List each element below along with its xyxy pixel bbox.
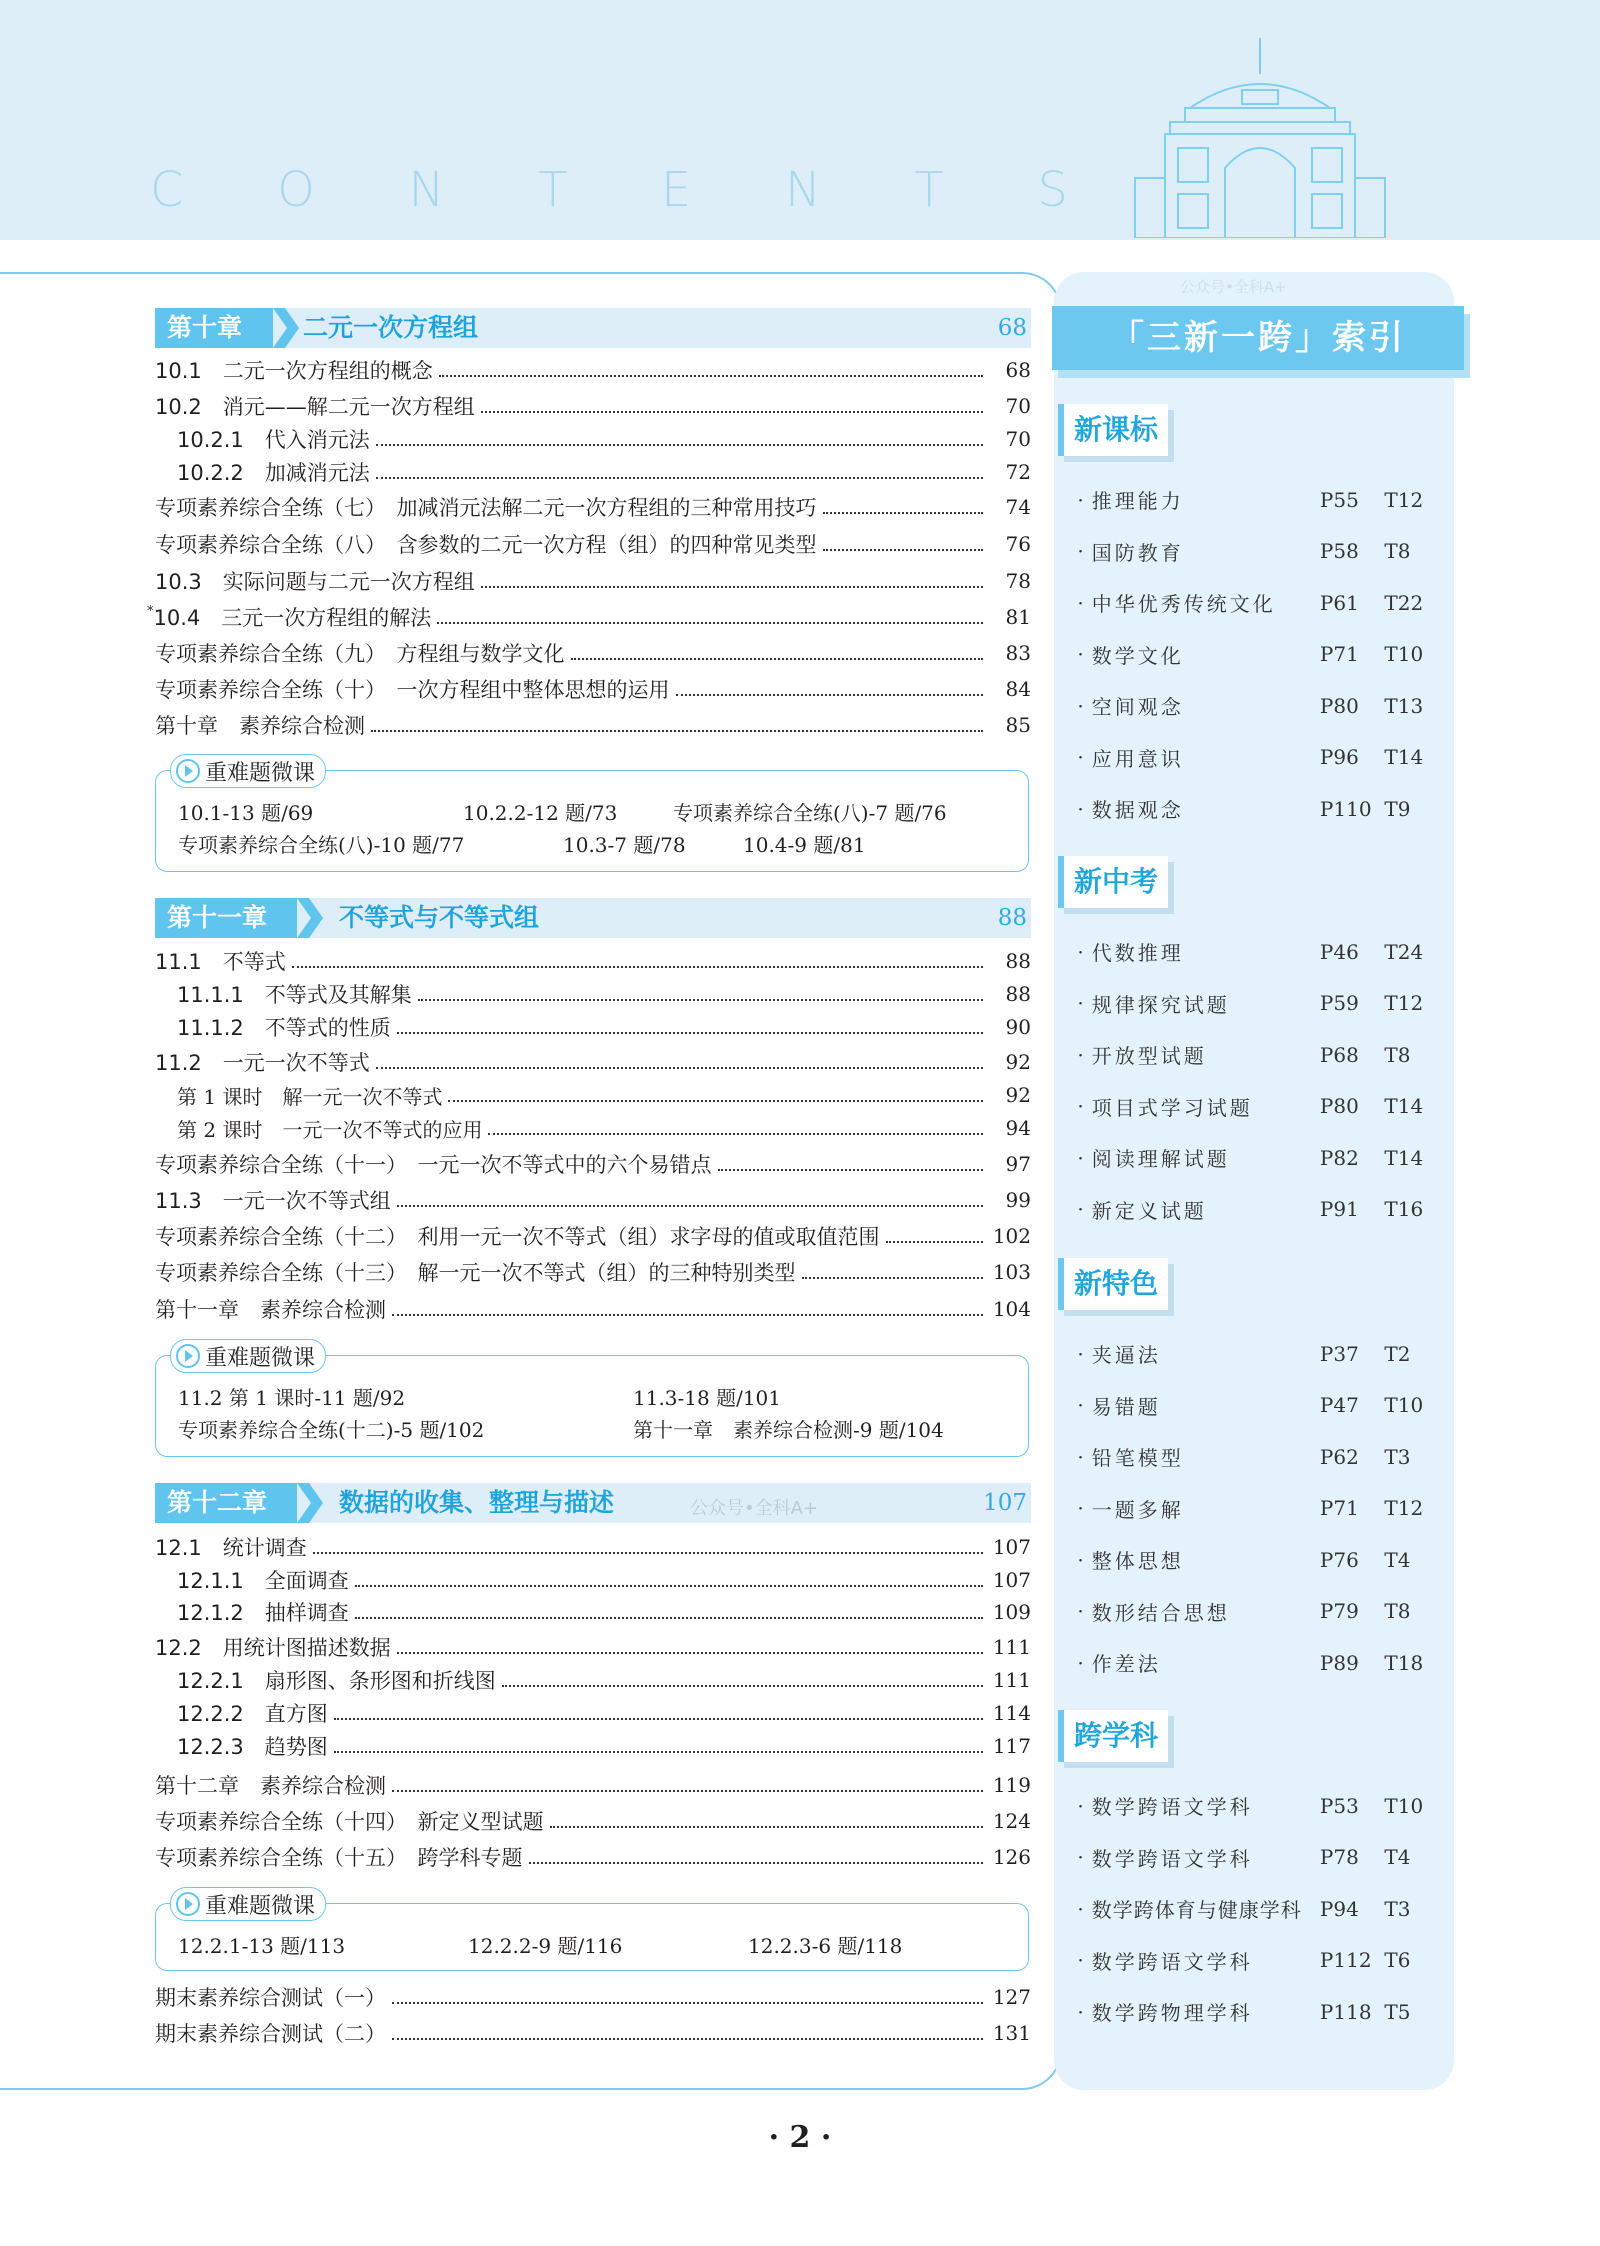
index-item[interactable]: · 夹逼法 P37 T2	[1077, 1341, 1411, 1368]
entry-title: 期末素养综合测试（二）	[155, 2022, 386, 2046]
sidebar-section-new-feature	[1054, 1258, 1434, 1689]
entry-page: 68	[1005, 358, 1031, 382]
index-item[interactable]: · 中华优秀传统文化 P61 T22	[1077, 590, 1424, 617]
index-item[interactable]: · 应用意识 P96 T14	[1077, 745, 1424, 771]
toc-entry[interactable]	[155, 977, 1031, 1011]
entry-title: 专项素养综合全练（十二） 利用一元一次不等式（组）求字母的值或取值范围	[155, 1225, 880, 1249]
entry-page: 94	[1005, 1116, 1031, 1140]
lesson-ref[interactable]: 11.2 第 1 课时-11 题/92	[178, 1386, 406, 1410]
entry-title: 11.3 一元一次不等式组	[155, 1189, 391, 1213]
entry-page: 126	[992, 1845, 1031, 1869]
page-number: · 2 ·	[768, 2120, 832, 2155]
toc-entry[interactable]	[155, 1980, 1031, 2014]
toc-entry[interactable]	[155, 1219, 1031, 1253]
entry-title: 12.2 用统计图描述数据	[155, 1636, 391, 1660]
index-item[interactable]: · 易错题 P47 T10	[1077, 1393, 1424, 1419]
toc-entry[interactable]	[155, 353, 1031, 387]
index-item[interactable]: · 空间观念 P80 T13	[1077, 693, 1424, 720]
index-item[interactable]: · 项目式学习试题 P80 T14	[1077, 1094, 1424, 1120]
entry-page: 88	[1005, 949, 1031, 973]
entry-page: 74	[1005, 495, 1031, 519]
index-item[interactable]: · 规律探究试题 P59 T12	[1077, 991, 1424, 1017]
toc-entry[interactable]	[155, 1530, 1031, 1564]
chapter-page: 68	[997, 315, 1027, 341]
entry-title: 10.3 实际问题与二元一次方程组	[155, 570, 475, 594]
chapter-10-header	[155, 308, 1031, 348]
entry-page: 102	[992, 1224, 1031, 1248]
entry-title: 专项素养综合全练（八） 含参数的二元一次方程（组）的四种常见类型	[155, 533, 817, 557]
contents-letter: T	[914, 162, 946, 218]
entry-title: 10.2 消元——解二元一次方程组	[155, 395, 475, 419]
entry-title: 12.1.1 全面调查	[177, 1569, 349, 1593]
box-title-text: 重难题微课	[205, 1893, 316, 1919]
entry-page: 70	[1005, 394, 1031, 418]
entry-page: 103	[992, 1260, 1031, 1284]
box-title-text: 重难题微课	[205, 760, 316, 786]
contents-letter: S	[1037, 162, 1070, 218]
chevron-right-icon	[273, 308, 303, 348]
key-lessons-box	[155, 1893, 1029, 1971]
contents-letter: O	[277, 162, 317, 218]
entry-page: 111	[992, 1668, 1031, 1692]
section-label: 跨学科	[1058, 1710, 1168, 1762]
entry-page: 127	[992, 1985, 1031, 2009]
entry-title: 专项素养综合全练（十三） 解一元一次不等式（组）的三种特别类型	[155, 1261, 796, 1285]
index-item[interactable]: · 数学跨体育与健康学科 P94 T3	[1077, 1896, 1411, 1923]
toc-entry[interactable]	[155, 1255, 1031, 1289]
index-item[interactable]: · 作差法 P89 T18	[1077, 1650, 1424, 1677]
box-title	[170, 1887, 326, 1921]
entry-title: 专项素养综合全练（九） 方程组与数学文化	[155, 642, 565, 666]
entry-page: 111	[992, 1635, 1031, 1659]
lesson-ref[interactable]: 10.2.2-12 题/73	[463, 801, 618, 825]
index-item[interactable]: · 铅笔模型 P62 T3	[1077, 1444, 1411, 1471]
toc-entry[interactable]	[155, 1663, 1031, 1697]
entry-page: 76	[1005, 532, 1031, 556]
section-label: 新特色	[1058, 1258, 1168, 1310]
toc-entry[interactable]	[155, 1804, 1031, 1838]
entry-title: 10.2.2 加减消元法	[177, 461, 370, 485]
sidebar-title: 「三新一跨」索引	[1052, 306, 1464, 370]
key-lessons-box	[155, 1345, 1029, 1457]
lesson-ref[interactable]: 专项素养综合全练(十二)-5 题/102	[178, 1418, 485, 1442]
index-item[interactable]: · 数学跨物理学科 P118 T5	[1077, 1999, 1411, 2026]
lesson-ref[interactable]: 11.3-18 题/101	[633, 1386, 782, 1410]
entry-title: 专项素养综合全练（十一） 一元一次不等式中的六个易错点	[155, 1153, 712, 1177]
chapter-title: 数据的收集、整理与描述	[339, 1488, 615, 1517]
entry-page: 107	[992, 1535, 1031, 1559]
lesson-ref[interactable]: 专项素养综合全练(八)-7 题/76	[673, 801, 947, 825]
toc-entry[interactable]	[155, 1045, 1031, 1079]
entry-title: 第十章 素养综合检测	[155, 714, 365, 738]
contents-letter: N	[408, 162, 447, 218]
entry-title: 11.1 不等式	[155, 950, 286, 974]
contents-letter: T	[538, 162, 570, 218]
chapter-11-header	[155, 898, 1031, 938]
entry-title: 10.1 二元一次方程组的概念	[155, 359, 433, 383]
lesson-ref[interactable]: 12.2.1-13 题/113	[178, 1934, 346, 1958]
toc-entry[interactable]	[155, 564, 1031, 598]
toc-entry[interactable]	[155, 636, 1031, 670]
lesson-ref[interactable]: 10.4-9 题/81	[743, 833, 866, 857]
index-item[interactable]: · 数学文化 P71 T10	[1077, 642, 1424, 668]
index-item[interactable]: · 推理能力 P55 T12	[1077, 487, 1424, 514]
contents-letter: C	[150, 162, 186, 218]
entry-title: 12.2.3 趋势图	[177, 1735, 328, 1759]
chapter-title: 不等式与不等式组	[339, 903, 540, 932]
toc-entry[interactable]	[155, 455, 1031, 489]
section-label: 新中考	[1058, 856, 1168, 908]
lesson-ref[interactable]: 12.2.3-6 题/118	[748, 1934, 903, 1958]
entry-page: 83	[1005, 641, 1031, 665]
key-lessons-box	[155, 760, 1029, 872]
entry-page: 92	[1005, 1050, 1031, 1074]
entry-title: 12.2.1 扇形图、条形图和折线图	[177, 1669, 496, 1693]
entry-page: 104	[992, 1297, 1031, 1321]
contents-letter: N	[784, 162, 823, 218]
entry-page: 99	[1005, 1188, 1031, 1212]
box-title	[170, 1339, 326, 1373]
toc-entry[interactable]	[155, 1111, 1031, 1145]
index-item[interactable]: · 开放型试题 P68 T8	[1077, 1042, 1411, 1069]
chapter-label: 第十一章	[155, 898, 297, 938]
index-item[interactable]: · 代数推理 P46 T24	[1077, 939, 1424, 966]
toc-entry[interactable]	[155, 1729, 1031, 1763]
toc-entry[interactable]	[155, 1840, 1031, 1874]
chapter-12-header	[155, 1483, 1031, 1523]
sidebar-section-new-standard	[1054, 404, 1434, 835]
lesson-ref[interactable]: 12.2.2-9 题/116	[468, 1934, 623, 1958]
watermark: 公众号•全科A+	[1180, 278, 1287, 296]
toc-entry[interactable]	[155, 1292, 1031, 1326]
entry-title: 专项素养综合全练（十五） 跨学科专题	[155, 1846, 523, 1870]
entry-page: 97	[1005, 1152, 1031, 1176]
chevron-right-icon	[297, 1483, 327, 1523]
entry-title: 专项素养综合全练（十） 一次方程组中整体思想的运用	[155, 678, 670, 702]
contents-letter: E	[661, 162, 694, 218]
entry-title: 专项素养综合全练（十四） 新定义型试题	[155, 1810, 544, 1834]
entry-page: 107	[992, 1568, 1031, 1592]
sidebar-section-cross-discipline	[1054, 1710, 1434, 2038]
toc-entry[interactable]	[147, 600, 1031, 634]
entry-page: 88	[1005, 982, 1031, 1006]
entry-page: 124	[992, 1809, 1031, 1833]
toc-entry[interactable]	[155, 527, 1031, 561]
entry-page: 117	[992, 1734, 1031, 1758]
entry-title: 10.2.1 代入消元法	[177, 428, 370, 452]
toc-entry[interactable]	[155, 490, 1031, 524]
box-title-text: 重难题微课	[205, 1345, 316, 1371]
entry-title: 10.4 三元一次方程组的解法	[153, 606, 432, 630]
contents-heading	[150, 162, 1070, 218]
play-icon	[175, 1891, 201, 1917]
toc-entry[interactable]	[155, 944, 1031, 978]
entry-title: 11.2 一元一次不等式	[155, 1051, 370, 1075]
index-item[interactable]: · 整体思想 P76 T4	[1077, 1547, 1411, 1574]
entry-page: 78	[1005, 569, 1031, 593]
lesson-ref[interactable]: 专项素养综合全练(八)-10 题/77	[178, 833, 465, 857]
toc-entry[interactable]	[155, 1078, 1031, 1112]
chevron-right-icon	[297, 898, 327, 938]
toc-entry[interactable]	[155, 708, 1031, 742]
entry-page: 92	[1005, 1083, 1031, 1107]
index-item[interactable]: · 数形结合思想 P79 T8	[1077, 1599, 1411, 1625]
index-item[interactable]: · 新定义试题 P91 T16	[1077, 1197, 1424, 1223]
play-icon	[175, 1343, 201, 1369]
toc-entry[interactable]	[155, 2016, 1031, 2050]
university-gate-illustration	[1130, 38, 1390, 238]
toc-entry[interactable]	[155, 1183, 1031, 1217]
entry-title: 第十一章 素养综合检测	[155, 1298, 386, 1322]
chapter-label: 第十二章	[155, 1483, 297, 1523]
entry-title: 第 2 课时 一元一次不等式的应用	[177, 1117, 483, 1142]
watermark: 公众号•全科A+	[690, 1498, 819, 1519]
index-item[interactable]: · 阅读理解试题 P82 T14	[1077, 1145, 1424, 1172]
entry-page: 109	[992, 1600, 1031, 1624]
toc-entry[interactable]	[155, 1147, 1031, 1181]
entry-page: 119	[992, 1773, 1031, 1797]
entry-page: 70	[1005, 427, 1031, 451]
entry-title: 12.1 统计调查	[155, 1536, 307, 1560]
entry-title: 11.1.1 不等式及其解集	[177, 983, 412, 1007]
entry-title: 12.2.2 直方图	[177, 1702, 328, 1726]
entry-page: 114	[992, 1701, 1031, 1725]
entry-title: 第 1 课时 解一元一次不等式	[177, 1084, 443, 1109]
index-item[interactable]: · 数学跨语文学科 P53 T10	[1077, 1793, 1424, 1820]
toc-entry[interactable]	[155, 672, 1031, 706]
chapter-title: 二元一次方程组	[303, 313, 479, 342]
lesson-ref[interactable]: 10.1-13 题/69	[178, 801, 314, 825]
toc-entry[interactable]	[155, 1696, 1031, 1730]
toc-entry[interactable]	[155, 1630, 1031, 1664]
section-label: 新课标	[1058, 404, 1168, 456]
toc-entry[interactable]	[155, 1010, 1031, 1044]
index-item[interactable]: · 数据观念 P110 T9	[1077, 796, 1411, 823]
entry-page: 90	[1005, 1015, 1031, 1039]
entry-page: 84	[1005, 677, 1031, 701]
chapter-page: 88	[997, 905, 1027, 931]
box-title	[170, 754, 326, 788]
index-item[interactable]: · 一题多解 P71 T12	[1077, 1496, 1424, 1522]
entry-page: 85	[1005, 713, 1031, 737]
index-item[interactable]: · 国防教育 P58 T8	[1077, 539, 1411, 565]
toc-entry[interactable]	[155, 422, 1031, 456]
index-item[interactable]: · 数学跨语文学科 P112 T6	[1077, 1948, 1411, 1974]
toc-entry[interactable]	[155, 1768, 1031, 1802]
entry-title: 第十二章 素养综合检测	[155, 1774, 386, 1798]
entry-title: 12.1.2 抽样调查	[177, 1601, 349, 1625]
entry-title: 专项素养综合全练（七） 加减消元法解二元一次方程组的三种常用技巧	[155, 496, 817, 520]
entry-title: 11.1.2 不等式的性质	[177, 1016, 391, 1040]
sidebar-section-new-exam	[1054, 856, 1434, 1235]
play-icon	[175, 758, 201, 784]
toc-entry[interactable]	[155, 1595, 1031, 1629]
lesson-ref[interactable]: 第十一章 素养综合检测-9 题/104	[633, 1418, 944, 1442]
toc-entry[interactable]	[155, 1563, 1031, 1597]
entry-title: 期末素养综合测试（一）	[155, 1986, 386, 2010]
entry-page: 72	[1005, 460, 1031, 484]
optional-mark: *	[147, 603, 154, 619]
lesson-ref[interactable]: 10.3-7 题/78	[563, 833, 686, 857]
index-item[interactable]: · 数学跨语文学科 P78 T4	[1077, 1845, 1411, 1871]
chapter-label: 第十章	[155, 308, 273, 348]
entry-page: 81	[1005, 605, 1031, 629]
toc-entry[interactable]	[155, 389, 1031, 423]
chapter-page: 107	[983, 1490, 1027, 1516]
entry-page: 131	[992, 2021, 1031, 2045]
